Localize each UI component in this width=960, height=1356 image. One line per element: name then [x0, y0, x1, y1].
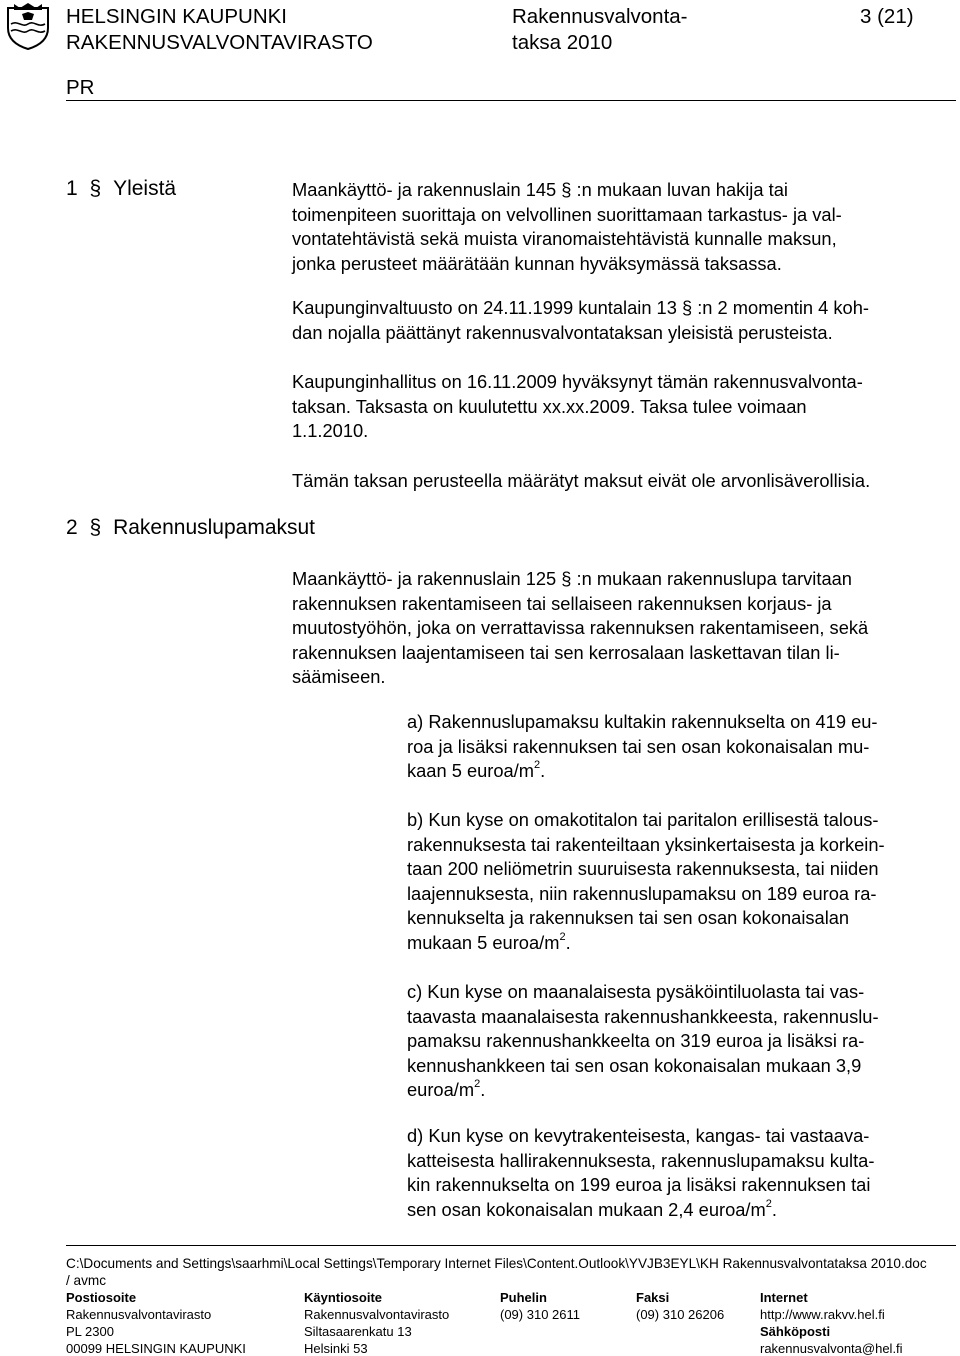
- footer-value: Helsinki 53: [304, 1341, 368, 1356]
- text-line: [407, 759, 956, 784]
- text-line: d) Kun kyse on kevytrakenteisesta, kangas- tai vastaava-: [407, 1125, 870, 1146]
- text-fragment: sen osan kokonaisalan mukaan 2,4 euroa/m: [407, 1198, 766, 1220]
- header-title-line2: taksa 2010: [512, 31, 613, 54]
- section-number: 1: [66, 177, 78, 200]
- text-line: rakennuksen rakentamiseen tai sellaiseen rakennuksen korjaus- ja: [292, 592, 832, 614]
- footer-phone: [500, 1289, 580, 1323]
- phone-number[interactable]: (09) 310 2611: [500, 1307, 580, 1322]
- text-line: [407, 931, 956, 956]
- fee-item-a: [407, 710, 956, 784]
- footer-file-path: [66, 1255, 927, 1289]
- footer-value: PL 2300: [66, 1324, 114, 1339]
- fee-item-d: [407, 1124, 956, 1222]
- section-title: Yleistä: [113, 177, 177, 200]
- text-fragment: .: [540, 760, 546, 782]
- text-fragment: mukaan 5 euroa/m: [407, 931, 560, 953]
- section-1-paragraph-3: [292, 370, 956, 444]
- footer-label: Internet: [760, 1290, 808, 1305]
- text-line: jonka perusteet määrätään kunnan hyväksymässä taksassa.: [292, 252, 782, 274]
- section-title: Rakennuslupamaksut: [113, 516, 316, 539]
- footer-internet: [760, 1289, 903, 1356]
- footer-label: Faksi: [636, 1290, 670, 1305]
- footer-fax: [636, 1289, 724, 1323]
- footer-value: Rakennusvalvontavirasto: [66, 1307, 212, 1322]
- text-fragment: kaan 5 euroa/m: [407, 760, 535, 782]
- text-line: Kaupunginvaltuusto on 24.11.1999 kuntalain 13 § :n 2 momentin 4 koh-: [292, 297, 869, 318]
- footer-value: 00099 HELSINGIN KAUPUNKI: [66, 1341, 246, 1356]
- footer-value: Siltasaarenkatu 13: [304, 1324, 412, 1339]
- section-1-paragraph-4: [292, 469, 956, 494]
- header-document-title: [512, 4, 688, 56]
- superscript: 2: [474, 1078, 481, 1091]
- superscript: 2: [765, 1197, 772, 1210]
- text-line: [407, 1078, 956, 1103]
- email-link[interactable]: rakennusvalvonta@hel.fi: [760, 1341, 903, 1356]
- text-line: Maankäyttö- ja rakennuslain 145 § :n mukaan luvan hakija tai: [292, 179, 788, 200]
- fax-number: (09) 310 26206: [636, 1307, 725, 1322]
- text-line: kin rakennukselta on 199 euroa ja lisäksi rakennuksen tai: [407, 1174, 871, 1196]
- text-line: 1.1.2010.: [292, 420, 369, 442]
- text-line: laajennuksesta, niin rakennuslupamaksu on 189 euroa ra-: [407, 882, 877, 904]
- section-sign: §: [89, 177, 102, 200]
- text-line: rakennuksesta tai rakenteiltaan yksinkertaisesta ja korkein-: [407, 833, 885, 855]
- footer-postal-address: [66, 1289, 246, 1356]
- footer-visiting-address: [304, 1289, 449, 1356]
- footer-label: Sähköposti: [760, 1324, 831, 1339]
- helsinki-coat-of-arms-logo: [6, 2, 50, 50]
- text-line: muutostyöhön, joka on verrattavissa rakennuksen rakentamiseen, sekä: [292, 617, 869, 639]
- section-2-intro: [292, 567, 956, 690]
- section-2-heading: [66, 515, 315, 541]
- file-path-author: / avmc: [66, 1273, 107, 1288]
- text-fragment: .: [565, 931, 571, 953]
- footer-label: Postiosoite: [66, 1290, 137, 1305]
- text-line: Maankäyttö- ja rakennuslain 125 § :n mukaan rakennuslupa tarvitaan: [292, 568, 852, 589]
- text-line: katteisesta hallirakennuksesta, rakennuslupamaksu kulta-: [407, 1149, 875, 1171]
- text-line: c) Kun kyse on maanalaisesta pysäköintiluolasta tai vas-: [407, 981, 865, 1002]
- text-line: taksan. Taksasta on kuulutettu xx.xx.2009. Taksa tulee voimaan: [292, 395, 807, 417]
- fee-item-b: [407, 808, 956, 956]
- superscript: 2: [559, 930, 566, 943]
- header-department: RAKENNUSVALVONTAVIRASTO: [66, 31, 373, 54]
- header-page-number: 3 (21): [860, 5, 914, 28]
- footer-label: Käyntiosoite: [304, 1290, 383, 1305]
- text-line: rakennuksen laajentamiseen tai sen kerrosalaan laskettavan tilan li-: [292, 641, 840, 663]
- section-sign: §: [89, 516, 102, 539]
- text-line: dan nojalla päättänyt rakennusvalvontataksan yleisistä perusteista.: [292, 321, 833, 343]
- file-path-line: C:\Documents and Settings\saarhmi\Local Settings\Temporary Internet Files\Content.Outlook\YVJB3EYL\KH Rakennusvalvontataksa 2010.doc: [66, 1256, 927, 1271]
- text-line: toimenpiteen suorittaja on velvollinen suorittamaan tarkastus- ja val-: [292, 203, 842, 225]
- text-line: [407, 1198, 956, 1223]
- section-number: 2: [66, 516, 78, 539]
- website-link[interactable]: http://www.rakvv.hel.fi: [760, 1307, 885, 1322]
- text-fragment: euroa/m: [407, 1079, 475, 1101]
- text-line: taavasta maanalaisesta rakennushankkeesta, rakennuslu-: [407, 1005, 879, 1027]
- text-line: b) Kun kyse on omakotitalon tai paritalon erillisestä talous-: [407, 809, 879, 830]
- text-line: kennushankkeen tai sen osan kokonaisalan mukaan 3,9: [407, 1054, 862, 1076]
- text-line: säämiseen.: [292, 666, 386, 688]
- text-line: a) Rakennuslupamaksu kultakin rakennukselta on 419 eu-: [407, 711, 878, 732]
- header-code: PR: [66, 76, 95, 99]
- footer-divider: [66, 1245, 956, 1246]
- text-line: pamaksu rakennushankkeelta on 319 euroa ja lisäksi ra-: [407, 1030, 865, 1052]
- section-1-heading: [66, 176, 176, 202]
- header-divider: [66, 100, 956, 101]
- text-line: taan 200 neliömetrin suuruisesta rakennuksesta, tai niiden: [407, 858, 879, 880]
- header-org-name: HELSINGIN KAUPUNKI: [66, 5, 287, 28]
- text-line: roa ja lisäksi rakennuksen tai sen osan kokonaisalan mu-: [407, 735, 870, 757]
- text-line: Tämän taksan perusteella määrätyt maksut eivät ole arvonlisäverollisia.: [292, 470, 871, 491]
- superscript: 2: [534, 759, 541, 772]
- footer-value: Rakennusvalvontavirasto: [304, 1307, 450, 1322]
- text-fragment: .: [771, 1198, 777, 1220]
- text-fragment: .: [480, 1079, 486, 1101]
- fee-item-c: [407, 980, 956, 1103]
- footer-label: Puhelin: [500, 1290, 547, 1305]
- text-line: vontatehtävistä sekä muista viranomaistehtävistä kunnalle maksun,: [292, 228, 837, 250]
- header-title-line1: Rakennusvalvonta-: [512, 5, 688, 28]
- text-line: Kaupunginhallitus on 16.11.2009 hyväksynyt tämän rakennusvalvonta-: [292, 371, 863, 392]
- header-organization: [66, 4, 373, 56]
- text-line: kennukselta ja rakennuksen tai sen osan kokonaisalan: [407, 907, 850, 929]
- section-1-paragraph-2: [292, 296, 956, 345]
- section-1-paragraph-1: [292, 178, 956, 276]
